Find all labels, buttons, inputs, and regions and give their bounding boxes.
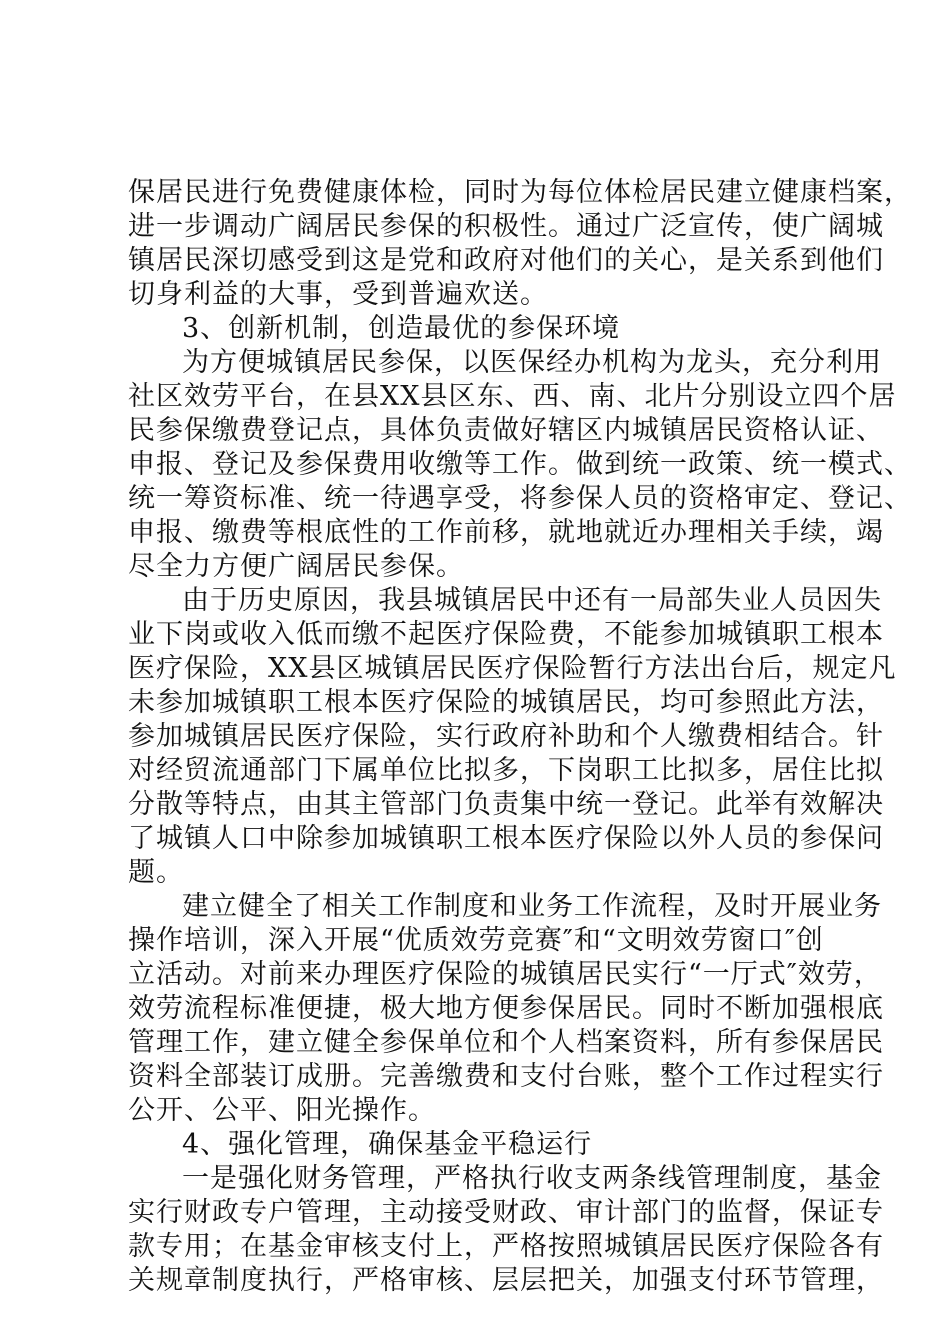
text-line: 关规章制度执行，严格审核、层层把关，加强支付环节管理，	[128, 1265, 884, 1296]
text-line: 由于历史原因，我县城镇居民中还有一局部失业人员因失	[182, 585, 882, 616]
text-line: 对经贸流通部门下属单位比拟多，下岗职工比拟多，居住比拟	[128, 755, 884, 786]
document-body	[128, 176, 912, 1298]
text-line: 管理工作，建立健全参保单位和个人档案资料，所有参保居民	[128, 1027, 884, 1058]
text-line: 统一筹资标准、统一待遇享受，将参保人员的资格审定、登记、	[128, 483, 912, 514]
text-line: 分散等特点，由其主管部门负责集中统一登记。此举有效解决	[128, 789, 884, 820]
text-line: 公开、公平、阳光操作。	[128, 1095, 436, 1126]
text-line: 一是强化财务管理，严格执行收支两条线管理制度，基金	[182, 1163, 882, 1194]
text-line: 3、创新机制，创造最优的参保环境	[182, 313, 621, 344]
text-line: 保居民进行免费健康体检，同时为每位体检居民建立健康档案，	[128, 177, 912, 208]
text-line: 建立健全了相关工作制度和业务工作流程，及时开展业务	[182, 891, 882, 922]
text-line: 社区效劳平台，在县XX县区东、西、南、北片分别设立四个居	[128, 381, 897, 412]
text-line: 进一步调动广阔居民参保的积极性。通过广泛宣传，使广阔城	[128, 211, 884, 242]
text-line: 4、强化管理，确保基金平稳运行	[182, 1129, 593, 1160]
text-line: 款专用；在基金审核支付上，严格按照城镇居民医疗保险各有	[128, 1231, 884, 1262]
text-line: 未参加城镇职工根本医疗保险的城镇居民，均可参照此方法，	[128, 687, 884, 718]
text-line: 实行财政专户管理，主动接受财政、审计部门的监督，保证专	[128, 1197, 884, 1228]
text-line: 申报、登记及参保费用收缴等工作。做到统一政策、统一模式、	[128, 449, 912, 480]
text-line: 了城镇人口中除参加城镇职工根本医疗保险以外人员的参保问	[128, 823, 884, 854]
text-line: 镇居民深切感受到这是党和政府对他们的关心，是关系到他们	[128, 245, 884, 276]
text-line: 参加城镇居民医疗保险，实行政府补助和个人缴费相结合。针	[128, 721, 884, 752]
text-line: 民参保缴费登记点，具体负责做好辖区内城镇居民资格认证、	[128, 415, 884, 446]
text-line: 题。	[128, 857, 184, 888]
text-line: 资料全部装订成册。完善缴费和支付台账，整个工作过程实行	[128, 1061, 884, 1092]
text-line: 尽全力方便广阔居民参保。	[128, 551, 464, 582]
text-line: 操作培训，深入开展“优质效劳竞赛″和“文明效劳窗口″创	[128, 925, 824, 956]
text-line: 效劳流程标准便捷，极大地方便参保居民。同时不断加强根底	[128, 993, 884, 1024]
text-line: 申报、缴费等根底性的工作前移，就地就近办理相关手续，竭	[128, 517, 884, 548]
text-line: 切身利益的大事，受到普遍欢送。	[128, 279, 548, 310]
text-line: 为方便城镇居民参保，以医保经办机构为龙头，充分利用	[182, 347, 882, 378]
text-line: 立活动。对前来办理医疗保险的城镇居民实行“一厅式″效劳，	[128, 959, 882, 990]
text-line: 业下岗或收入低而缴不起医疗保险费，不能参加城镇职工根本	[128, 619, 884, 650]
text-line: 医疗保险，XX县区城镇居民医疗保险暂行方法出台后，规定凡	[128, 653, 897, 684]
